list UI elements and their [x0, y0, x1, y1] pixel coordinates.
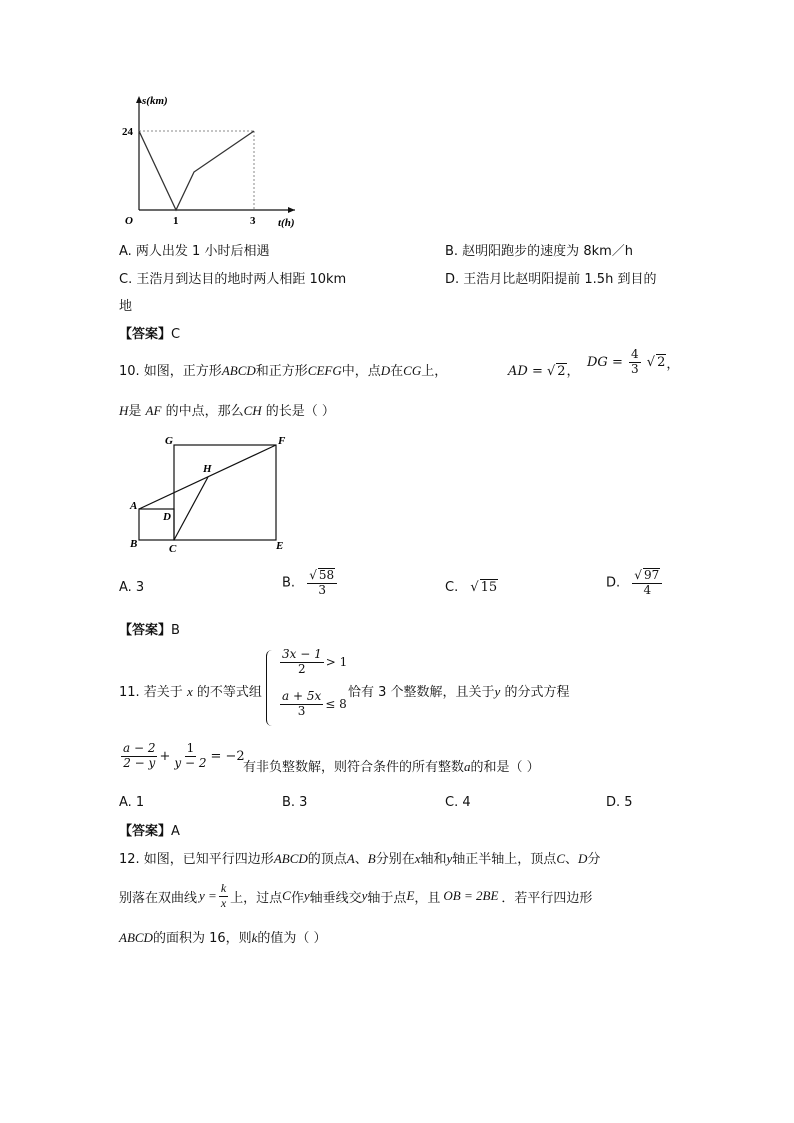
answer-9 [119, 323, 180, 342]
q11-line2: 有非负整数解，则符合条件的所有整数a的和是（ ） [243, 759, 540, 775]
answer-11: 【答案】A [119, 824, 180, 839]
tick-3: 3 [250, 215, 256, 227]
label-D: D [163, 511, 171, 523]
q9-option-d-continued: 地 [119, 299, 133, 314]
q10-option-a: A. 3 [119, 580, 145, 595]
q10-line2: H是 AF 的中点，那么CH 的长是（ ） [119, 403, 335, 419]
label-C: C [169, 543, 177, 555]
q10-option-b: B. $\frac{√ 58}{3}$ [282, 568, 339, 598]
x-axis-label: t(h) [278, 217, 295, 229]
label-E: E [276, 540, 284, 552]
q11-inequality-system: $\frac{3x - 1}{2}$ > 1 $\frac{a + 5x}{3}$ ≤ 8 [266, 648, 346, 728]
q10-option-c: C. √ 15 [445, 580, 498, 595]
q10-line1: 10. 如图，正方形ABCD和正方形CEFG中，点D在CG上， [119, 363, 448, 379]
y-axis-label: s(km) [142, 95, 168, 107]
squares-figure [125, 430, 295, 555]
label-F: F [278, 435, 286, 447]
tick-1: 1 [173, 215, 179, 227]
q11-option-a: A. 1 [119, 795, 145, 810]
answer-label: 【答案】 [119, 327, 172, 342]
label-G: G [165, 435, 173, 447]
label-B: B [130, 538, 138, 550]
q10-ad-equation: AD = √ 2， [508, 364, 580, 379]
q11-fraction-equation: $\frac{a - 2}{2 - y}$ + $\frac{1}{y - 2}$ = −2 [123, 741, 245, 770]
q11-after: 恰有 3 个整数解，且关于y 的分式方程 [348, 684, 570, 700]
q12-line3: ABCD的面积为 16，则k的值为（ ） [119, 930, 327, 946]
q11-prefix: 11. 若关于 x 的不等式组 [119, 684, 262, 700]
label-H: H [203, 463, 212, 475]
q12-line1: 12. 如图，已知平行四边形ABCD的顶点A、B分别在x轴和y轴正半轴上，顶点C、D分 [119, 851, 601, 867]
label-A: A [130, 500, 138, 512]
q9-option-c: C. 王浩月到达目的地时两人相距 10km [119, 272, 347, 287]
q11-option-b: B. 3 [282, 795, 308, 810]
distance-time-graph [115, 92, 300, 232]
q12-line2: 别落在双曲线 y = $\frac{k}{x}$ 上，过点 C 作 y 轴垂线交 y 轴于点 E ，且 OB = 2BE ．若平行四边形 [119, 880, 593, 910]
tick-origin: O [125, 215, 133, 227]
q10-option-d: D. $\frac{√ 97}{4}$ [606, 568, 664, 598]
q11-option-c: C. 4 [445, 795, 471, 810]
fraction-4-3: $\frac{4}{3}$ [630, 347, 639, 376]
q10-dg-equation: DG = $\frac{4}{3}$ √ 2， [587, 347, 680, 376]
q9-option-b: B. 赵明阳跑步的速度为 8km／h [445, 244, 634, 259]
tick-24: 24 [122, 126, 133, 138]
answer-letter: C [171, 327, 181, 342]
answer-10: 【答案】B [119, 623, 180, 638]
q11-option-d: D. 5 [606, 795, 633, 810]
q9-option-d: D. 王浩月比赵明阳提前 1.5h 到目的 [445, 272, 657, 287]
q9-option-a: A. 两人出发 1 小时后相遇 [119, 244, 270, 259]
